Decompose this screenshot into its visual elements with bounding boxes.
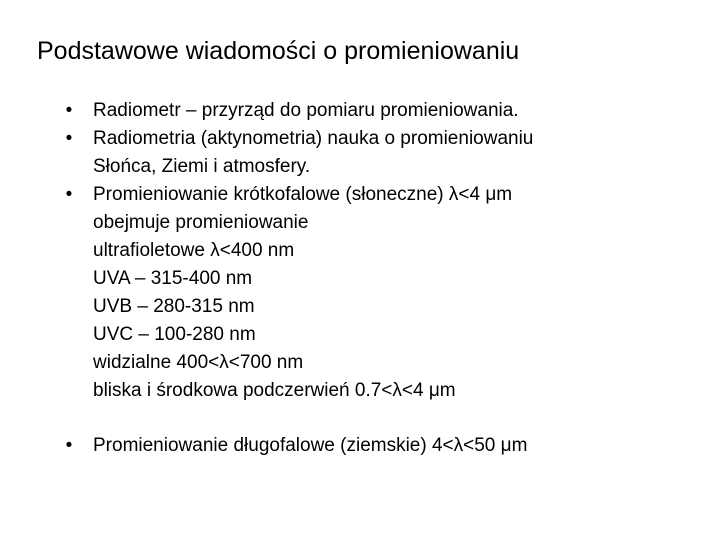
bullet-text: Radiometr – przyrząd do pomiaru promieniowania. <box>93 100 519 121</box>
bullet-text: Promieniowanie krótkofalowe (słoneczne) λ<4 μm <box>93 184 513 205</box>
bullet-marker: • <box>65 435 73 456</box>
bullet-text-continued: Słońca, Ziemi i atmosfery. <box>93 156 311 177</box>
slide-body <box>62 97 702 460</box>
bullet-item <box>62 125 702 181</box>
sub-line-uvb: UVB – 280-315 nm <box>93 296 255 317</box>
bullet-marker: • <box>65 100 73 121</box>
bullet-text: Promieniowanie długofalowe (ziemskie) 4<λ<50 μm <box>93 435 528 456</box>
bullet-marker: • <box>65 184 73 205</box>
sub-line-uvc: UVC – 100-280 nm <box>93 324 256 345</box>
sub-line-visible: widzialne 400<λ<700 nm <box>93 352 304 373</box>
bullet-text: Radiometria (aktynometria) nauka o promieniowaniu <box>93 128 534 149</box>
bullet-text-continued: obejmuje promieniowanie <box>93 212 309 233</box>
bullet-item <box>62 432 702 460</box>
bullet-marker: • <box>65 128 73 149</box>
bullet-item <box>62 97 702 125</box>
slide-title: Podstawowe wiadomości o promieniowaniu <box>37 37 520 65</box>
spacer <box>62 405 702 432</box>
sub-line-infrared: bliska i środkowa podczerwień 0.7<λ<4 μm <box>93 380 456 401</box>
sub-line-ultraviolet: ultrafioletowe λ<400 nm <box>93 240 295 261</box>
sub-line-uva: UVA – 315-400 nm <box>93 268 253 289</box>
bullet-item <box>62 181 702 237</box>
